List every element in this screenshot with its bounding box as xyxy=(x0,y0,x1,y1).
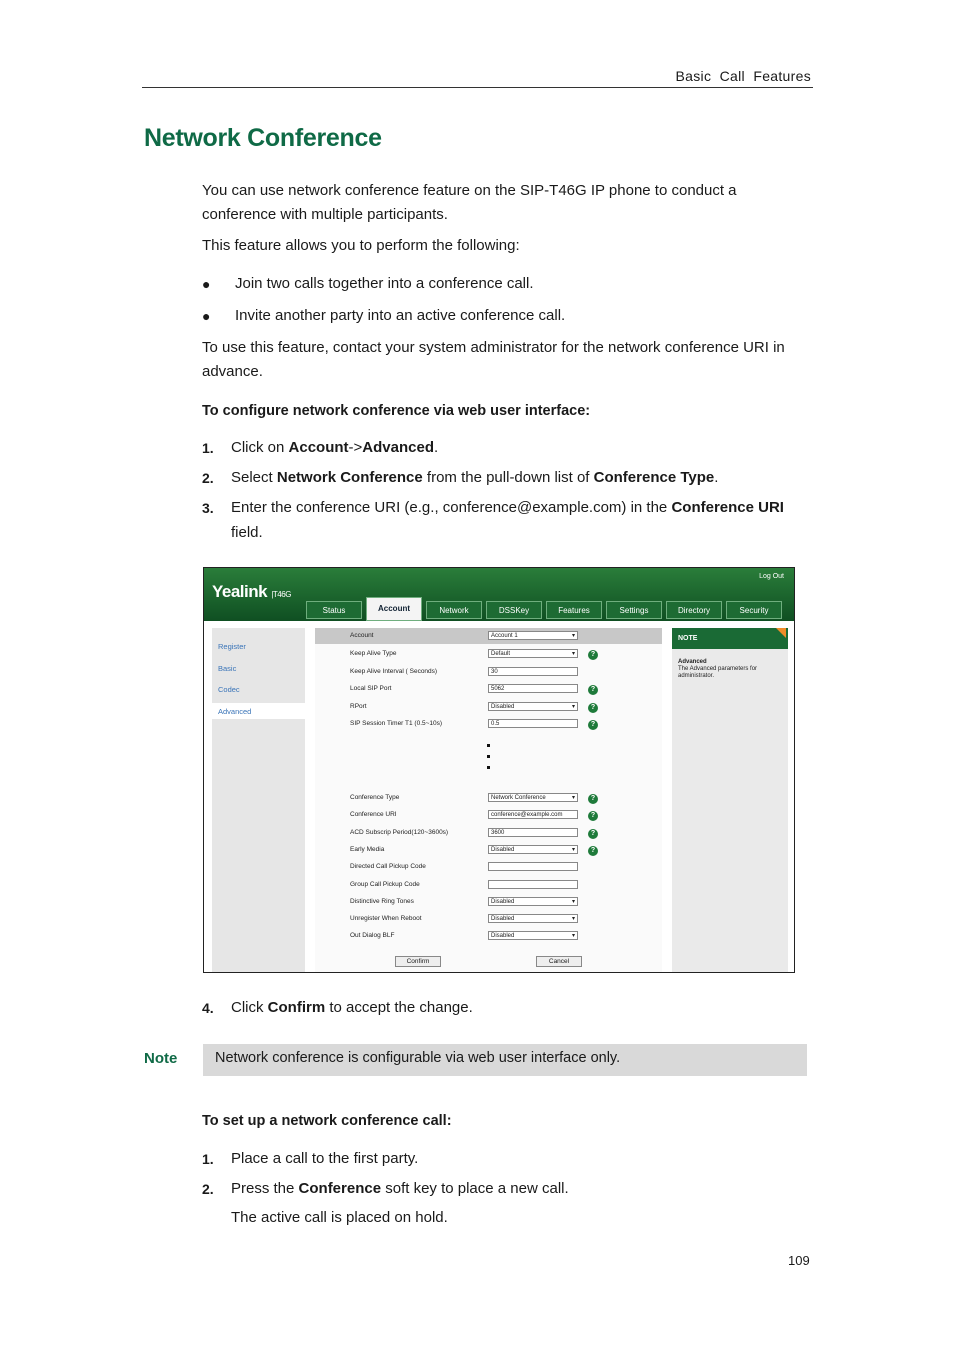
setting-label: Directed Call Pickup Code xyxy=(350,863,426,871)
logo-model: T46G xyxy=(272,590,291,599)
step-text: Click on xyxy=(231,439,289,456)
step-bold: Conference xyxy=(298,1180,382,1197)
configure-step-2 xyxy=(231,466,718,490)
step-text: Click xyxy=(231,999,268,1016)
admin-note-line-1: To use this feature, contact your system administrator for the network conference URI in xyxy=(202,339,785,356)
section-title: Network Conference xyxy=(144,124,382,152)
step-number: 1. xyxy=(202,1151,214,1167)
setting-input[interactable] xyxy=(488,862,578,871)
help-icon[interactable]: ? xyxy=(588,703,598,713)
account-select[interactable]: Account 1 ▾ xyxy=(488,631,578,640)
setting-label: ACD Subscrip Period(120~3600s) xyxy=(350,828,449,836)
nav-codec[interactable]: Codec xyxy=(218,685,240,694)
setting-label: RPort xyxy=(350,702,367,710)
step-text: . xyxy=(714,469,719,486)
setting-input[interactable]: conference@example.com xyxy=(488,810,578,819)
logout-link[interactable]: Log Out xyxy=(759,573,784,580)
setting-label: Conference URI xyxy=(350,811,397,819)
setup-step-2-sub: The active call is placed on hold. xyxy=(231,1209,448,1226)
setting-select[interactable]: Disabled ▾ xyxy=(488,914,578,923)
setting-select[interactable]: Disabled ▾ xyxy=(488,931,578,940)
note-panel-body xyxy=(678,659,783,680)
step-text: -> xyxy=(348,439,363,456)
setup-step-1: Place a call to the first party. xyxy=(231,1150,419,1167)
tab-network[interactable]: Network xyxy=(426,601,482,619)
left-nav xyxy=(212,628,305,973)
bullet-item: Invite another party into an active conference call. xyxy=(235,307,566,324)
setting-label: Keep Alive Type xyxy=(350,650,397,657)
step-bold: Advanced xyxy=(362,439,434,456)
setting-input[interactable]: 30 xyxy=(488,667,578,676)
step-number: 2. xyxy=(202,1181,214,1197)
nav-basic[interactable]: Basic xyxy=(218,664,237,673)
configure-step-3 xyxy=(231,496,811,520)
setting-input[interactable]: 0.5 xyxy=(488,719,578,728)
setting-input[interactable] xyxy=(488,880,578,889)
note-label: Note xyxy=(144,1050,178,1067)
setting-label: Out Dialog BLF xyxy=(350,932,395,940)
nav-advanced[interactable]: Advanced xyxy=(218,707,252,716)
setting-label: Unregister When Reboot xyxy=(350,915,422,923)
tab-status[interactable]: Status xyxy=(306,601,362,619)
admin-note-line-2: advance. xyxy=(202,363,263,380)
tab-security[interactable]: Security xyxy=(726,601,782,619)
setting-input[interactable]: 5062 xyxy=(488,684,578,693)
help-icon[interactable]: ? xyxy=(588,685,598,695)
setting-label: Group Call Pickup Code xyxy=(350,880,420,888)
setting-label: Early Media xyxy=(350,845,385,853)
step-bold: Conference Type xyxy=(593,469,715,486)
web-ui-screenshot xyxy=(203,567,795,973)
tab-dsskey[interactable]: DSSKey xyxy=(486,601,542,619)
step-bold: Confirm xyxy=(267,999,326,1016)
configure-step-4 xyxy=(231,996,473,1020)
note-panel-title: Advanced xyxy=(678,659,707,665)
help-icon[interactable]: ? xyxy=(588,650,598,660)
setting-label: Keep Alive Interval ( Seconds) xyxy=(350,667,438,675)
yealink-logo: Yealink |T46G xyxy=(212,582,291,601)
running-header: Basic Call Features xyxy=(675,68,811,84)
step-text: Enter the conference URI (e.g., conference@example.com) in the xyxy=(231,499,672,516)
ellipsis-dot xyxy=(487,744,490,747)
step-number: 1. xyxy=(202,440,214,456)
step-text: from the pull-down list of xyxy=(422,469,594,486)
intro-line-3: This feature allows you to perform the following: xyxy=(202,237,520,254)
help-icon[interactable]: ? xyxy=(588,846,598,856)
nav-register[interactable]: Register xyxy=(218,642,246,651)
step-bold: Conference URI xyxy=(671,499,784,516)
setup-heading: To set up a network conference call: xyxy=(202,1113,452,1129)
help-icon[interactable]: ? xyxy=(588,794,598,804)
tab-settings[interactable]: Settings xyxy=(606,601,662,619)
step-number: 3. xyxy=(202,500,214,516)
bullet-dot: ● xyxy=(202,276,211,292)
step-bold: Account xyxy=(288,439,349,456)
note-corner-icon xyxy=(776,628,786,638)
cancel-button[interactable]: Cancel xyxy=(536,956,582,967)
bullet-dot: ● xyxy=(202,308,211,324)
intro-line-1: You can use network conference feature on the SIP-T46G IP phone to conduct a xyxy=(202,182,737,199)
logo-text: Yealink xyxy=(212,582,268,601)
setting-select[interactable]: Network Conference ▾ xyxy=(488,793,578,802)
help-icon[interactable]: ? xyxy=(588,720,598,730)
step-bold: Network Conference xyxy=(276,469,423,486)
ellipsis-dot xyxy=(487,755,490,758)
step-text: Press the xyxy=(231,1180,299,1197)
tab-account[interactable]: Account xyxy=(366,597,422,621)
note-panel-head: NOTE xyxy=(672,628,788,649)
setting-label: SIP Session Timer T1 (0.5~10s) xyxy=(350,720,443,727)
tab-features[interactable]: Features xyxy=(546,601,602,619)
setting-label: Conference Type xyxy=(350,794,400,801)
setting-input[interactable]: 3600 xyxy=(488,828,578,837)
setup-step-2 xyxy=(231,1177,569,1201)
step-text: . xyxy=(434,439,439,456)
setting-select[interactable]: Default ▾ xyxy=(488,649,578,658)
configure-heading: To configure network conference via web user interface: xyxy=(202,403,591,419)
setting-select[interactable]: Disabled ▾ xyxy=(488,845,578,854)
help-icon[interactable]: ? xyxy=(588,811,598,821)
setting-label: Distinctive Ring Tones xyxy=(350,897,414,905)
account-label: Account xyxy=(350,632,374,639)
tab-directory[interactable]: Directory xyxy=(666,601,722,619)
confirm-button[interactable]: Confirm xyxy=(395,956,441,967)
note-text: Network conference is configurable via web user interface only. xyxy=(215,1050,621,1066)
bullet-item: Join two calls together into a conference call. xyxy=(235,275,534,292)
step-number: 2. xyxy=(202,470,214,486)
setting-label: Local SIP Port xyxy=(350,685,392,692)
ellipsis-dot xyxy=(487,766,490,769)
step-number: 4. xyxy=(202,1000,214,1016)
step-text: Select xyxy=(231,469,277,486)
page-number: 109 xyxy=(788,1253,810,1268)
help-icon[interactable]: ? xyxy=(588,829,598,839)
step-text: to accept the change. xyxy=(325,999,473,1016)
step-text: soft key to place a new call. xyxy=(381,1180,569,1197)
header-rule xyxy=(142,87,813,88)
intro-line-2: conference with multiple participants. xyxy=(202,206,448,223)
configure-step-3-cont: field. xyxy=(231,524,263,541)
setting-select[interactable]: Disabled ▾ xyxy=(488,897,578,906)
configure-step-1 xyxy=(231,436,438,460)
note-panel-text: The Advanced parameters for administrator. xyxy=(678,666,758,679)
setting-select[interactable]: Disabled ▾ xyxy=(488,702,578,711)
